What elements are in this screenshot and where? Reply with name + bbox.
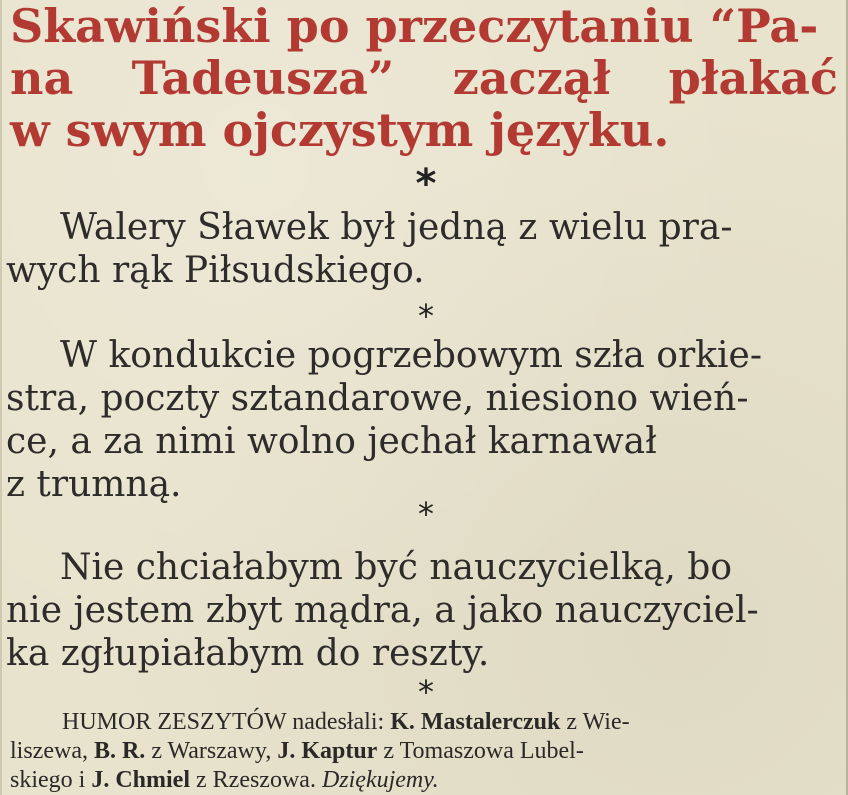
headline [10, 0, 838, 156]
paragraph-word: karnawał [487, 421, 657, 462]
paragraph-line: stra, poczty sztandarowe, niesiono wień- [6, 378, 749, 419]
headline-word: Tadeusza” [131, 51, 395, 105]
credits-footer [10, 708, 836, 795]
paragraph-line: wych rąk Piłsudskiego. [6, 250, 425, 291]
paragraph-word: a [70, 421, 92, 462]
paragraph-line: Walery Sławek był jedną z wielu pra- [60, 207, 733, 248]
footer-text: skiego i [10, 767, 92, 793]
asterisk-separator: * [418, 495, 434, 533]
paragraph-line: ka zgłupiałabym do reszty. [6, 633, 490, 674]
paragraph-word: wolno [247, 421, 356, 462]
paragraph-word: ce, [6, 421, 59, 462]
paragraph-word: za [103, 421, 144, 462]
paragraph-word: jechał [367, 421, 477, 462]
footer-text: z Warszawy, [145, 738, 278, 764]
asterisk-separator: * [415, 161, 437, 207]
footer-line [10, 766, 836, 795]
footer-line [10, 708, 836, 737]
headline-word: płakać [668, 51, 838, 105]
headline-word: zaczął [452, 51, 611, 105]
paragraph-line: Nie chciałabym być nauczycielką, bo [60, 547, 733, 588]
paragraph-line [6, 420, 838, 463]
contributor-name: J. Chmiel [91, 767, 190, 793]
contributor-name: K. Mastalerczuk [390, 709, 561, 735]
contributor-name: B. R. [93, 738, 146, 764]
asterisk-separator: * [418, 297, 434, 335]
thanks-text: Dziękujemy. [321, 767, 439, 793]
paragraph-line: z trumną. [6, 464, 182, 505]
footer-text: z Wie- [560, 709, 630, 735]
headline-line-2 [10, 52, 838, 104]
footer-text: z Tomaszowa Lubel- [377, 738, 584, 764]
footer-text: liszewa, [10, 738, 94, 764]
headline-line-1: Skawiński po przeczytaniu “Pa- [10, 0, 819, 53]
footer-text: HUMOR ZESZYTÓW nadesłali: [62, 709, 391, 735]
paragraph-1 [6, 206, 838, 292]
paragraph-line: nie jestem zbyt mądra, a jako nauczyciel- [6, 590, 759, 631]
paragraph-word: nimi [155, 421, 236, 462]
footer-line [10, 737, 836, 766]
paragraph-line: W kondukcie pogrzebowym szła orkie- [60, 335, 762, 376]
headline-line-3: w swym ojczystym języku. [10, 103, 670, 157]
footer-text: z Rzeszowa. [190, 767, 322, 793]
headline-word: na [10, 51, 74, 105]
paragraph-2 [6, 334, 838, 506]
asterisk-separator: * [418, 673, 434, 711]
contributor-name: J. Kaptur [277, 738, 378, 764]
paragraph-3 [6, 546, 838, 675]
